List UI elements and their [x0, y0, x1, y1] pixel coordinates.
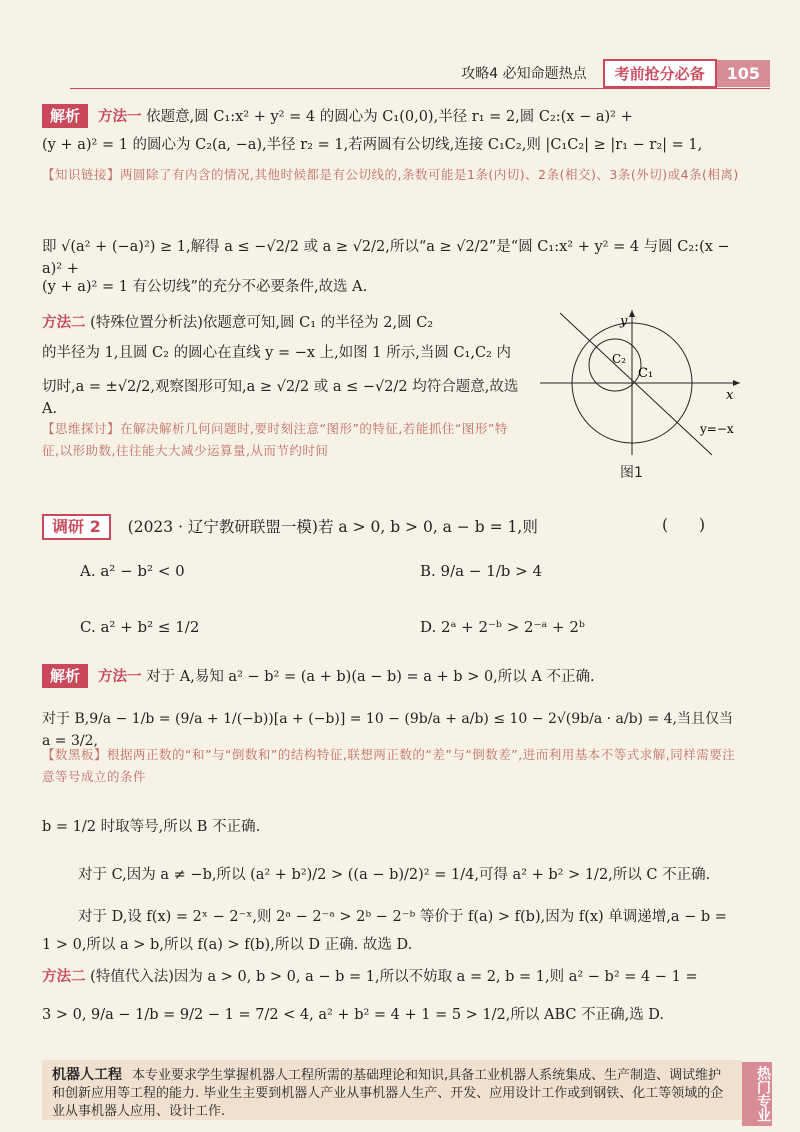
- method2-line3: 切时,a = ±√2/2,观察图形可知,a ≥ √2/2 或 a ≤ −√2/2 均符合题意,故选 A.: [42, 379, 519, 417]
- answer-blank: ( ): [662, 516, 706, 534]
- header-section: 攻略4 必知命题热点: [461, 66, 587, 82]
- analysis-2-line-a: [42, 664, 742, 688]
- header-divider: [70, 88, 770, 89]
- analysis-2-line-d2: 1 > 0,所以 a > b,所以 f(a) > f(b),所以 D 正确. 故选 D.: [42, 937, 413, 953]
- method-label: 方法二: [42, 315, 86, 331]
- footer-title: 机器人工程: [52, 1067, 122, 1083]
- footer-side-tag: 热门专业: [742, 1062, 772, 1126]
- figure-caption: 图1: [620, 465, 643, 481]
- page-number: 105: [717, 60, 770, 87]
- analysis-text: 依题意,圆 C₁:x² + y² = 4 的圆心为 C₁(0,0),半径 r₁ = 2,圆 C₂:(x − a)² +: [146, 109, 633, 125]
- analysis-1-line4: (y + a)² = 1 有公切线”的充分不必要条件,故选 A.: [42, 279, 368, 295]
- analysis-2-line-b: 对于 B,9/a − 1/b = (9/a + 1/(−b))[a + (−b)] = 10 − (9b/a + a/b) ≤ 10 − 2√(9b/a · a/b) = 4,当且仅当 a = 3/2,: [42, 711, 734, 749]
- analysis-2-method2-line2: 3 > 0, 9/a − 1/b = 9/2 − 1 = 7/2 < 4, a² + b² = 4 + 1 = 5 > 1/2,所以 ABC 不正确,选 D.: [42, 1007, 665, 1023]
- analysis-1-line3: 即 √(a² + (−a)²) ≥ 1,解得 a ≤ −√2/2 或 a ≥ √2/2,所以“a ≥ √2/2”是“圆 C₁:x² + y² = 4 与圆 C₂:(x − a)² +: [42, 239, 730, 277]
- analysis-1-line2: (y + a)² = 1 的圆心为 C₂(a, −a),半径 r₂ = 1,若两圆有公切线,连接 C₁C₂,则 |C₁C₂| ≥ |r₁ − r₂| = 1,: [42, 137, 703, 153]
- analysis-badge: 解析: [42, 104, 88, 128]
- blackboard-note: 【数黑板】根据两正数的“和”与“倒数和”的结构特征,联想两正数的“差”与“倒数差”,进而利用基本不等式求解,同样需要注意等号成立的条件: [42, 747, 736, 784]
- analysis-badge: 解析: [42, 664, 88, 688]
- knowledge-note: 【知识链接】两圆除了有内含的情况,其他时候都是有公切线的,条数可能是1条(内切)、2条(相交)、3条(外切)或4条(相离): [42, 167, 739, 182]
- method2-line2: 的半径为 1,且圆 C₂ 的圆心在直线 y = −x 上,如图 1 所示,当圆 C₁,C₂ 内: [42, 345, 511, 361]
- y-axis-arrow: [629, 310, 635, 317]
- label-y: y: [620, 314, 628, 329]
- label-line: y=−x: [700, 422, 734, 436]
- analysis-text: 对于 A,易知 a² − b² = (a + b)(a − b) = a + b > 0,所以 A 不正确.: [146, 669, 595, 685]
- analysis-2-line-c: 对于 C,因为 a ≠ −b,所以 (a² + b²)/2 > ((a − b)/2)² = 1/4,可得 a² + b² > 1/2,所以 C 不正确.: [78, 867, 711, 883]
- analysis-2-line-d1: 对于 D,设 f(x) = 2ˣ − 2⁻ˣ,则 2ᵃ − 2⁻ᵃ > 2ᵇ − 2⁻ᵇ 等价于 f(a) > f(b),因为 f(x) 单调递增,a − b =: [78, 909, 727, 925]
- analysis-1-line1: [42, 104, 742, 128]
- header-tag: 考前抢分必备: [603, 59, 717, 88]
- option-d: D. 2ᵃ + 2⁻ᵇ > 2⁻ᵃ + 2ᵇ: [420, 618, 585, 636]
- figure-1: [530, 305, 750, 465]
- option-b: B. 9/a − 1/b > 4: [420, 562, 543, 580]
- method2-line1: [42, 312, 522, 334]
- method2-text: (特殊位置分析法)依题意可知,圆 C₁ 的半径为 2,圆 C₂: [90, 315, 434, 331]
- question-text: (2023 · 辽宁教研联盟一模)若 a > 0, b > 0, a − b = 1,则: [127, 518, 538, 536]
- x-axis-arrow: [733, 380, 740, 386]
- question-stem: [42, 514, 742, 540]
- method2-text: (特值代入法)因为 a > 0, b > 0, a − b = 1,所以不妨取 a = 2, b = 1,则 a² − b² = 4 − 1 =: [90, 969, 698, 985]
- method-label: 方法二: [42, 969, 86, 985]
- method-label: 方法一: [98, 669, 142, 685]
- label-x: x: [726, 388, 734, 403]
- option-c: C. a² + b² ≤ 1/2: [80, 618, 200, 636]
- thinking-note: 【思维探讨】在解决解析几何问题时,要时刻注意“图形”的特征,若能抓住“图形”特征,以形助数,往往能大大减少运算量,从而节约时间: [42, 421, 508, 458]
- question-badge: 调研 2: [42, 514, 111, 540]
- analysis-2-line-b2: b = 1/2 时取等号,所以 B 不正确.: [42, 819, 261, 835]
- page-header: [461, 58, 770, 88]
- label-c2: C₂: [612, 352, 626, 366]
- method-label: 方法一: [98, 109, 142, 125]
- footer-text: 本专业要求学生掌握机器人工程所需的基础理论和知识,具备工业机器人系统集成、生产制造、调试维护和创新应用等工程的能力. 毕业生主要到机器人产业从事机器人生产、开发、应用设计工作或到钢铁、化工等领域的企业从事机器人应用、设计工作.: [52, 1068, 724, 1119]
- footer-box: [42, 1060, 742, 1120]
- line-y-neg-x: [560, 313, 712, 455]
- option-a: A. a² − b² < 0: [80, 562, 185, 580]
- analysis-2-method2-line1: [42, 966, 742, 988]
- label-c1: C₁: [638, 366, 654, 381]
